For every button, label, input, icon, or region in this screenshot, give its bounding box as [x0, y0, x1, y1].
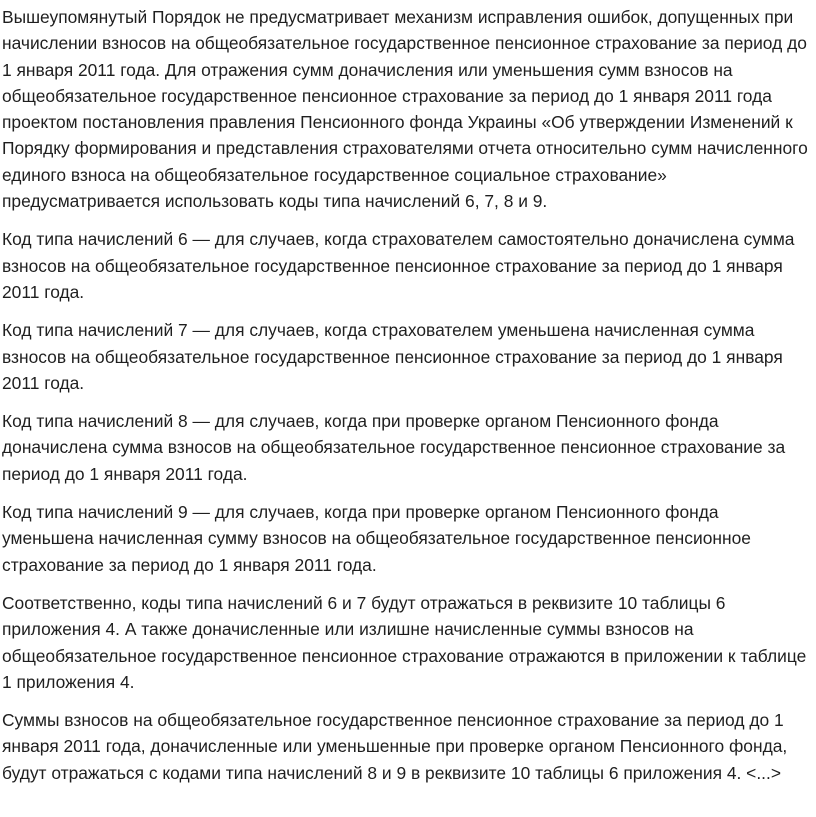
- text-line: приложения 4. А также доначисленные или излишне начисленные суммы взносов на: [2, 619, 694, 640]
- text-line: Соответственно, коды типа начислений 6 и 7 будут отражаться в реквизите 10 таблицы 6: [2, 592, 726, 613]
- text-line: 1 января 2011 года. Для отражения сумм доначисления или уменьшения сумм взносов на: [2, 59, 733, 80]
- text-line: 2011 года.: [2, 281, 85, 302]
- text-line: 1 приложения 4.: [2, 671, 135, 692]
- paragraph-code-7: [2, 317, 816, 396]
- paragraph-code-8: [2, 408, 816, 487]
- text-line: предусматривается использовать коды типа начислений 6, 7, 8 и 9.: [2, 191, 548, 212]
- paragraph-code-6: [2, 226, 816, 305]
- text-line: общеобязательное государственное пенсионное страхование отражаются в приложении к таблице: [2, 645, 807, 666]
- text-line: взносов на общеобязательное государственное пенсионное страхование за период до 1 января: [2, 346, 783, 367]
- text-line: Код типа начислений 6 — для случаев, когда страхователем самостоятельно доначислена сумма: [2, 229, 795, 250]
- text-line: начислении взносов на общеобязательное государственное пенсионное страхование за период до: [2, 33, 807, 54]
- text-line: взносов на общеобязательное государственное пенсионное страхование за период до 1 января: [2, 255, 783, 276]
- paragraph-conclusion: [2, 707, 816, 786]
- text-line: общеобязательное государственное пенсионное страхование за период до 1 января 2011 года: [2, 85, 772, 106]
- text-line: Код типа начислений 8 — для случаев, когда при проверке органом Пенсионного фонда: [2, 411, 719, 432]
- text-line: проектом постановления правления Пенсионного фонда Украины «Об утверждении Изменений к: [2, 112, 793, 133]
- text-line: Код типа начислений 9 — для случаев, когда при проверке органом Пенсионного фонда: [2, 502, 719, 523]
- text-line: 2011 года.: [2, 372, 85, 393]
- text-line: страхование за период до 1 января 2011 года.: [2, 554, 377, 575]
- text-line: период до 1 января 2011 года.: [2, 463, 248, 484]
- text-line: доначислена сумма взносов на общеобязательное государственное пенсионное страхование за: [2, 437, 786, 458]
- text-line: Суммы взносов на общеобязательное государственное пенсионное страхование за период до 1: [2, 710, 784, 731]
- paragraph-code-9: [2, 499, 816, 578]
- text-line: января 2011 года, доначисленные или уменьшенные при проверке органом Пенсионного фонда,: [2, 736, 788, 757]
- paragraph-intro: [2, 4, 816, 214]
- paragraph-accordingly: [2, 590, 816, 695]
- text-line: Код типа начислений 7 — для случаев, когда страхователем уменьшена начисленная сумма: [2, 320, 755, 341]
- text-line: будут отражаться с кодами типа начислений 8 и 9 в реквизите 10 таблицы 6 приложения 4. <...>: [2, 762, 781, 783]
- text-line: единого взноса на общеобязательное государственное социальное страхование»: [2, 164, 667, 185]
- text-line: Вышеупомянутый Порядок не предусматривает механизм исправления ошибок, допущенных при: [2, 7, 794, 27]
- text-line: Порядку формирования и представления страхователями отчета относительно сумм начисленного: [2, 138, 808, 159]
- text-line: уменьшена начисленная сумму взносов на общеобязательное государственное пенсионное: [2, 528, 751, 549]
